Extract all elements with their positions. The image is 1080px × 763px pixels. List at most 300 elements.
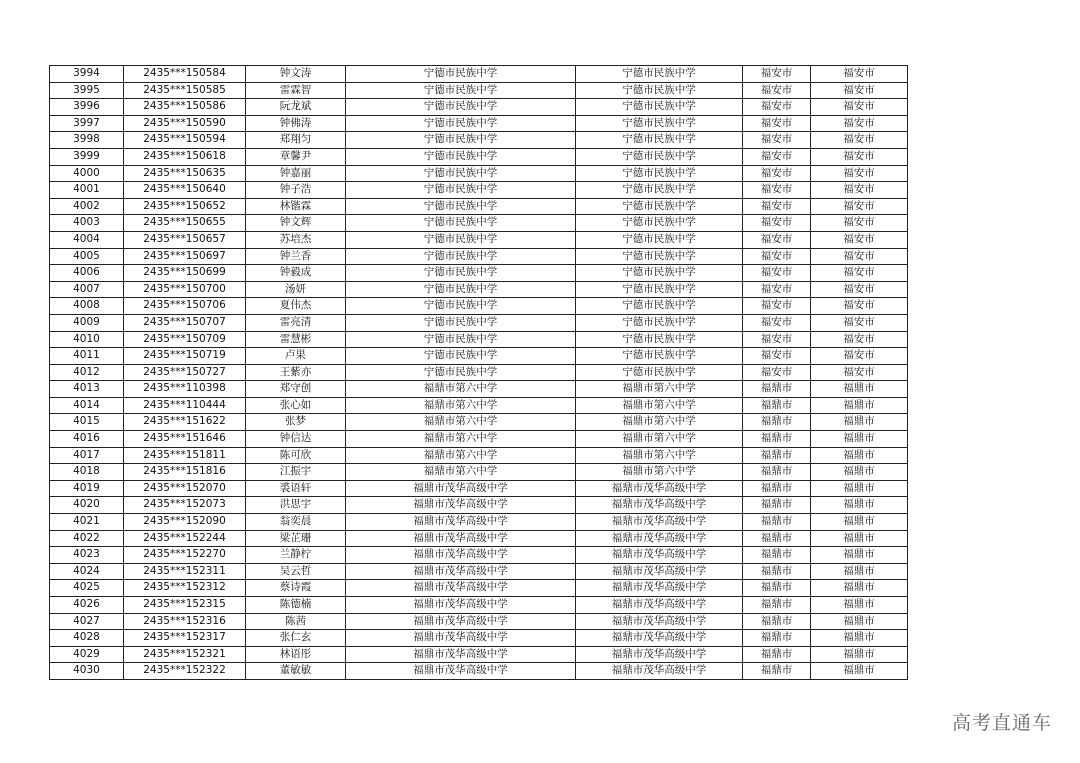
enroll-school-cell: 宁德市民族中学 <box>576 314 743 331</box>
city-cell: 福鼎市 <box>811 613 908 630</box>
table-row <box>50 447 908 464</box>
enroll-school-cell: 宁德市民族中学 <box>576 281 743 298</box>
school-cell: 宁德市民族中学 <box>346 281 576 298</box>
district-cell: 福安市 <box>743 231 811 248</box>
student-name-cell: 裘语轩 <box>246 480 346 497</box>
city-cell: 福鼎市 <box>811 464 908 481</box>
exam-id-cell: 2435***150727 <box>124 364 246 381</box>
enroll-school-cell: 福鼎市茂华高级中学 <box>576 630 743 647</box>
student-name-cell: 钟信达 <box>246 431 346 448</box>
enroll-school-cell: 宁德市民族中学 <box>576 298 743 315</box>
school-cell: 宁德市民族中学 <box>346 132 576 149</box>
student-name-cell: 钟兰香 <box>246 248 346 265</box>
student-name-cell: 陈可欣 <box>246 447 346 464</box>
row-index-cell: 4011 <box>50 348 124 365</box>
table-row <box>50 381 908 398</box>
exam-id-cell: 2435***150700 <box>124 281 246 298</box>
city-cell: 福安市 <box>811 231 908 248</box>
enroll-school-cell: 宁德市民族中学 <box>576 198 743 215</box>
city-cell: 福安市 <box>811 331 908 348</box>
student-name-cell: 钟子浩 <box>246 182 346 199</box>
table-row <box>50 99 908 116</box>
city-cell: 福鼎市 <box>811 414 908 431</box>
enroll-school-cell: 宁德市民族中学 <box>576 248 743 265</box>
school-cell: 福鼎市第六中学 <box>346 381 576 398</box>
exam-id-cell: 2435***151816 <box>124 464 246 481</box>
student-name-cell: 林语彤 <box>246 646 346 663</box>
enroll-school-cell: 福鼎市茂华高级中学 <box>576 547 743 564</box>
exam-id-cell: 2435***152070 <box>124 480 246 497</box>
student-name-cell: 雷慧彬 <box>246 331 346 348</box>
city-cell: 福鼎市 <box>811 530 908 547</box>
table-row <box>50 198 908 215</box>
row-index-cell: 4016 <box>50 431 124 448</box>
row-index-cell: 3996 <box>50 99 124 116</box>
school-cell: 福鼎市第六中学 <box>346 414 576 431</box>
school-cell: 宁德市民族中学 <box>346 66 576 83</box>
student-name-cell: 陈德楠 <box>246 597 346 614</box>
city-cell: 福鼎市 <box>811 663 908 680</box>
district-cell: 福鼎市 <box>743 646 811 663</box>
enroll-school-cell: 福鼎市茂华高级中学 <box>576 646 743 663</box>
student-name-cell: 王紫亦 <box>246 364 346 381</box>
student-name-cell: 张仁玄 <box>246 630 346 647</box>
student-name-cell: 张心如 <box>246 397 346 414</box>
school-cell: 福鼎市茂华高级中学 <box>346 497 576 514</box>
city-cell: 福鼎市 <box>811 381 908 398</box>
enroll-school-cell: 宁德市民族中学 <box>576 82 743 99</box>
student-name-cell: 雷亮清 <box>246 314 346 331</box>
exam-id-cell: 2435***150590 <box>124 115 246 132</box>
exam-id-cell: 2435***150586 <box>124 99 246 116</box>
district-cell: 福安市 <box>743 298 811 315</box>
table-row <box>50 663 908 680</box>
row-index-cell: 4006 <box>50 265 124 282</box>
table-row <box>50 646 908 663</box>
enroll-school-cell: 宁德市民族中学 <box>576 215 743 232</box>
district-cell: 福安市 <box>743 66 811 83</box>
city-cell: 福安市 <box>811 364 908 381</box>
exam-id-cell: 2435***150657 <box>124 231 246 248</box>
enroll-school-cell: 宁德市民族中学 <box>576 331 743 348</box>
student-name-cell: 苏培杰 <box>246 231 346 248</box>
table-row <box>50 464 908 481</box>
school-cell: 宁德市民族中学 <box>346 298 576 315</box>
enroll-school-cell: 福鼎市茂华高级中学 <box>576 580 743 597</box>
district-cell: 福安市 <box>743 314 811 331</box>
student-name-cell: 蔡诗霞 <box>246 580 346 597</box>
district-cell: 福安市 <box>743 148 811 165</box>
row-index-cell: 3999 <box>50 148 124 165</box>
school-cell: 宁德市民族中学 <box>346 364 576 381</box>
table-row <box>50 314 908 331</box>
student-name-cell: 江振宇 <box>246 464 346 481</box>
city-cell: 福安市 <box>811 182 908 199</box>
district-cell: 福鼎市 <box>743 480 811 497</box>
student-name-cell: 吴云哲 <box>246 563 346 580</box>
table-row <box>50 580 908 597</box>
district-cell: 福安市 <box>743 82 811 99</box>
city-cell: 福安市 <box>811 132 908 149</box>
watermark-text: 高考直通车 <box>951 712 1052 734</box>
enroll-school-cell: 福鼎市第六中学 <box>576 414 743 431</box>
city-cell: 福安市 <box>811 281 908 298</box>
city-cell: 福鼎市 <box>811 497 908 514</box>
student-name-cell: 钟文辉 <box>246 215 346 232</box>
table-row <box>50 397 908 414</box>
table-row <box>50 530 908 547</box>
row-index-cell: 4026 <box>50 597 124 614</box>
student-name-cell: 陈茜 <box>246 613 346 630</box>
district-cell: 福安市 <box>743 331 811 348</box>
row-index-cell: 4028 <box>50 630 124 647</box>
city-cell: 福安市 <box>811 298 908 315</box>
enroll-school-cell: 宁德市民族中学 <box>576 99 743 116</box>
exam-id-cell: 2435***152073 <box>124 497 246 514</box>
school-cell: 福鼎市茂华高级中学 <box>346 613 576 630</box>
city-cell: 福安市 <box>811 248 908 265</box>
city-cell: 福鼎市 <box>811 547 908 564</box>
school-cell: 福鼎市茂华高级中学 <box>346 563 576 580</box>
district-cell: 福安市 <box>743 132 811 149</box>
school-cell: 宁德市民族中学 <box>346 314 576 331</box>
school-cell: 福鼎市茂华高级中学 <box>346 514 576 531</box>
row-index-cell: 4005 <box>50 248 124 265</box>
row-index-cell: 4018 <box>50 464 124 481</box>
row-index-cell: 4017 <box>50 447 124 464</box>
district-cell: 福安市 <box>743 198 811 215</box>
table-row <box>50 480 908 497</box>
school-cell: 宁德市民族中学 <box>346 99 576 116</box>
exam-id-cell: 2435***151646 <box>124 431 246 448</box>
table-row <box>50 514 908 531</box>
school-cell: 宁德市民族中学 <box>346 215 576 232</box>
school-cell: 福鼎市茂华高级中学 <box>346 646 576 663</box>
city-cell: 福鼎市 <box>811 563 908 580</box>
district-cell: 福鼎市 <box>743 613 811 630</box>
roster-sheet <box>49 65 875 680</box>
roster-table <box>49 65 908 680</box>
school-cell: 福鼎市茂华高级中学 <box>346 480 576 497</box>
exam-id-cell: 2435***151811 <box>124 447 246 464</box>
school-cell: 宁德市民族中学 <box>346 165 576 182</box>
district-cell: 福鼎市 <box>743 397 811 414</box>
school-cell: 福鼎市茂华高级中学 <box>346 663 576 680</box>
enroll-school-cell: 宁德市民族中学 <box>576 66 743 83</box>
row-index-cell: 4010 <box>50 331 124 348</box>
enroll-school-cell: 福鼎市茂华高级中学 <box>576 497 743 514</box>
city-cell: 福鼎市 <box>811 646 908 663</box>
student-name-cell: 章馨尹 <box>246 148 346 165</box>
city-cell: 福安市 <box>811 82 908 99</box>
enroll-school-cell: 福鼎市茂华高级中学 <box>576 563 743 580</box>
table-row <box>50 597 908 614</box>
table-row <box>50 248 908 265</box>
district-cell: 福鼎市 <box>743 464 811 481</box>
table-row <box>50 563 908 580</box>
school-cell: 福鼎市第六中学 <box>346 431 576 448</box>
city-cell: 福鼎市 <box>811 514 908 531</box>
row-index-cell: 3994 <box>50 66 124 83</box>
school-cell: 福鼎市茂华高级中学 <box>346 597 576 614</box>
row-index-cell: 4008 <box>50 298 124 315</box>
exam-id-cell: 2435***150655 <box>124 215 246 232</box>
exam-id-cell: 2435***150652 <box>124 198 246 215</box>
table-row <box>50 115 908 132</box>
exam-id-cell: 2435***150618 <box>124 148 246 165</box>
school-cell: 宁德市民族中学 <box>346 115 576 132</box>
district-cell: 福安市 <box>743 348 811 365</box>
student-name-cell: 梁芷珊 <box>246 530 346 547</box>
city-cell: 福安市 <box>811 66 908 83</box>
enroll-school-cell: 福鼎市茂华高级中学 <box>576 663 743 680</box>
student-name-cell: 雷霖智 <box>246 82 346 99</box>
district-cell: 福安市 <box>743 99 811 116</box>
exam-id-cell: 2435***152090 <box>124 514 246 531</box>
school-cell: 福鼎市第六中学 <box>346 464 576 481</box>
school-cell: 宁德市民族中学 <box>346 148 576 165</box>
student-name-cell: 钟毅成 <box>246 265 346 282</box>
district-cell: 福鼎市 <box>743 530 811 547</box>
enroll-school-cell: 福鼎市茂华高级中学 <box>576 530 743 547</box>
exam-id-cell: 2435***150699 <box>124 265 246 282</box>
city-cell: 福鼎市 <box>811 630 908 647</box>
district-cell: 福安市 <box>743 248 811 265</box>
row-index-cell: 4009 <box>50 314 124 331</box>
school-cell: 福鼎市第六中学 <box>346 397 576 414</box>
table-row <box>50 547 908 564</box>
student-name-cell: 钟嘉丽 <box>246 165 346 182</box>
city-cell: 福安市 <box>811 165 908 182</box>
city-cell: 福鼎市 <box>811 431 908 448</box>
exam-id-cell: 2435***150707 <box>124 314 246 331</box>
district-cell: 福鼎市 <box>743 663 811 680</box>
student-name-cell: 卢果 <box>246 348 346 365</box>
district-cell: 福鼎市 <box>743 597 811 614</box>
enroll-school-cell: 福鼎市第六中学 <box>576 431 743 448</box>
table-row <box>50 281 908 298</box>
table-row <box>50 231 908 248</box>
row-index-cell: 4015 <box>50 414 124 431</box>
student-name-cell: 张梦 <box>246 414 346 431</box>
city-cell: 福安市 <box>811 99 908 116</box>
district-cell: 福鼎市 <box>743 547 811 564</box>
district-cell: 福鼎市 <box>743 414 811 431</box>
student-name-cell: 兰静柠 <box>246 547 346 564</box>
row-index-cell: 4003 <box>50 215 124 232</box>
exam-id-cell: 2435***150584 <box>124 66 246 83</box>
district-cell: 福安市 <box>743 165 811 182</box>
district-cell: 福鼎市 <box>743 431 811 448</box>
table-row <box>50 331 908 348</box>
table-row <box>50 364 908 381</box>
table-row <box>50 148 908 165</box>
enroll-school-cell: 福鼎市第六中学 <box>576 381 743 398</box>
exam-id-cell: 2435***150585 <box>124 82 246 99</box>
district-cell: 福鼎市 <box>743 563 811 580</box>
table-row <box>50 82 908 99</box>
district-cell: 福安市 <box>743 115 811 132</box>
district-cell: 福鼎市 <box>743 447 811 464</box>
row-index-cell: 4007 <box>50 281 124 298</box>
table-row <box>50 165 908 182</box>
exam-id-cell: 2435***152317 <box>124 630 246 647</box>
exam-id-cell: 2435***152270 <box>124 547 246 564</box>
city-cell: 福安市 <box>811 265 908 282</box>
school-cell: 宁德市民族中学 <box>346 231 576 248</box>
student-name-cell: 钟文涛 <box>246 66 346 83</box>
row-index-cell: 4029 <box>50 646 124 663</box>
district-cell: 福安市 <box>743 364 811 381</box>
exam-id-cell: 2435***150635 <box>124 165 246 182</box>
table-row <box>50 414 908 431</box>
district-cell: 福安市 <box>743 281 811 298</box>
student-name-cell: 郑守创 <box>246 381 346 398</box>
school-cell: 福鼎市茂华高级中学 <box>346 580 576 597</box>
district-cell: 福鼎市 <box>743 630 811 647</box>
row-index-cell: 4022 <box>50 530 124 547</box>
row-index-cell: 4024 <box>50 563 124 580</box>
enroll-school-cell: 宁德市民族中学 <box>576 165 743 182</box>
row-index-cell: 4012 <box>50 364 124 381</box>
exam-id-cell: 2435***150709 <box>124 331 246 348</box>
city-cell: 福鼎市 <box>811 480 908 497</box>
table-row <box>50 348 908 365</box>
school-cell: 宁德市民族中学 <box>346 198 576 215</box>
school-cell: 福鼎市茂华高级中学 <box>346 630 576 647</box>
enroll-school-cell: 福鼎市茂华高级中学 <box>576 613 743 630</box>
exam-id-cell: 2435***152312 <box>124 580 246 597</box>
exam-id-cell: 2435***152321 <box>124 646 246 663</box>
city-cell: 福鼎市 <box>811 397 908 414</box>
row-index-cell: 4027 <box>50 613 124 630</box>
district-cell: 福安市 <box>743 182 811 199</box>
district-cell: 福鼎市 <box>743 514 811 531</box>
district-cell: 福鼎市 <box>743 580 811 597</box>
school-cell: 福鼎市茂华高级中学 <box>346 530 576 547</box>
row-index-cell: 4030 <box>50 663 124 680</box>
enroll-school-cell: 宁德市民族中学 <box>576 115 743 132</box>
city-cell: 福安市 <box>811 314 908 331</box>
city-cell: 福安市 <box>811 215 908 232</box>
exam-id-cell: 2435***150706 <box>124 298 246 315</box>
row-index-cell: 4004 <box>50 231 124 248</box>
enroll-school-cell: 宁德市民族中学 <box>576 231 743 248</box>
student-name-cell: 阮龙斌 <box>246 99 346 116</box>
table-row <box>50 215 908 232</box>
table-row <box>50 613 908 630</box>
exam-id-cell: 2435***151622 <box>124 414 246 431</box>
row-index-cell: 4002 <box>50 198 124 215</box>
student-name-cell: 林锴霖 <box>246 198 346 215</box>
row-index-cell: 3998 <box>50 132 124 149</box>
row-index-cell: 4025 <box>50 580 124 597</box>
enroll-school-cell: 福鼎市第六中学 <box>576 447 743 464</box>
exam-id-cell: 2435***152311 <box>124 563 246 580</box>
enroll-school-cell: 福鼎市第六中学 <box>576 397 743 414</box>
table-row <box>50 66 908 83</box>
school-cell: 福鼎市第六中学 <box>346 447 576 464</box>
table-row <box>50 182 908 199</box>
roster-body <box>50 66 908 680</box>
city-cell: 福安市 <box>811 115 908 132</box>
school-cell: 宁德市民族中学 <box>346 248 576 265</box>
exam-id-cell: 2435***152315 <box>124 597 246 614</box>
student-name-cell: 郑翔匀 <box>246 132 346 149</box>
enroll-school-cell: 福鼎市第六中学 <box>576 464 743 481</box>
district-cell: 福鼎市 <box>743 497 811 514</box>
student-name-cell: 汤妍 <box>246 281 346 298</box>
student-name-cell: 洪思宇 <box>246 497 346 514</box>
row-index-cell: 4020 <box>50 497 124 514</box>
student-name-cell: 夏伟杰 <box>246 298 346 315</box>
enroll-school-cell: 福鼎市茂华高级中学 <box>576 597 743 614</box>
exam-id-cell: 2435***152322 <box>124 663 246 680</box>
exam-id-cell: 2435***150594 <box>124 132 246 149</box>
exam-id-cell: 2435***150640 <box>124 182 246 199</box>
row-index-cell: 4014 <box>50 397 124 414</box>
table-row <box>50 431 908 448</box>
exam-id-cell: 2435***152244 <box>124 530 246 547</box>
row-index-cell: 4021 <box>50 514 124 531</box>
school-cell: 宁德市民族中学 <box>346 265 576 282</box>
exam-id-cell: 2435***152316 <box>124 613 246 630</box>
exam-id-cell: 2435***150719 <box>124 348 246 365</box>
city-cell: 福安市 <box>811 198 908 215</box>
table-row <box>50 132 908 149</box>
enroll-school-cell: 宁德市民族中学 <box>576 348 743 365</box>
student-name-cell: 董敏敏 <box>246 663 346 680</box>
district-cell: 福安市 <box>743 265 811 282</box>
table-row <box>50 497 908 514</box>
row-index-cell: 4000 <box>50 165 124 182</box>
row-index-cell: 4013 <box>50 381 124 398</box>
enroll-school-cell: 福鼎市茂华高级中学 <box>576 480 743 497</box>
city-cell: 福鼎市 <box>811 597 908 614</box>
row-index-cell: 3995 <box>50 82 124 99</box>
enroll-school-cell: 福鼎市茂华高级中学 <box>576 514 743 531</box>
school-cell: 福鼎市茂华高级中学 <box>346 547 576 564</box>
school-cell: 宁德市民族中学 <box>346 331 576 348</box>
district-cell: 福鼎市 <box>743 381 811 398</box>
table-row <box>50 265 908 282</box>
exam-id-cell: 2435***150697 <box>124 248 246 265</box>
school-cell: 宁德市民族中学 <box>346 182 576 199</box>
row-index-cell: 4023 <box>50 547 124 564</box>
row-index-cell: 4019 <box>50 480 124 497</box>
exam-id-cell: 2435***110398 <box>124 381 246 398</box>
row-index-cell: 4001 <box>50 182 124 199</box>
enroll-school-cell: 宁德市民族中学 <box>576 182 743 199</box>
enroll-school-cell: 宁德市民族中学 <box>576 148 743 165</box>
city-cell: 福安市 <box>811 348 908 365</box>
exam-id-cell: 2435***110444 <box>124 397 246 414</box>
school-cell: 宁德市民族中学 <box>346 82 576 99</box>
district-cell: 福安市 <box>743 215 811 232</box>
row-index-cell: 3997 <box>50 115 124 132</box>
city-cell: 福安市 <box>811 148 908 165</box>
table-row <box>50 630 908 647</box>
school-cell: 宁德市民族中学 <box>346 348 576 365</box>
student-name-cell: 钟佛涛 <box>246 115 346 132</box>
enroll-school-cell: 宁德市民族中学 <box>576 364 743 381</box>
enroll-school-cell: 宁德市民族中学 <box>576 265 743 282</box>
student-name-cell: 翁奕晨 <box>246 514 346 531</box>
city-cell: 福鼎市 <box>811 580 908 597</box>
enroll-school-cell: 宁德市民族中学 <box>576 132 743 149</box>
table-row <box>50 298 908 315</box>
city-cell: 福鼎市 <box>811 447 908 464</box>
